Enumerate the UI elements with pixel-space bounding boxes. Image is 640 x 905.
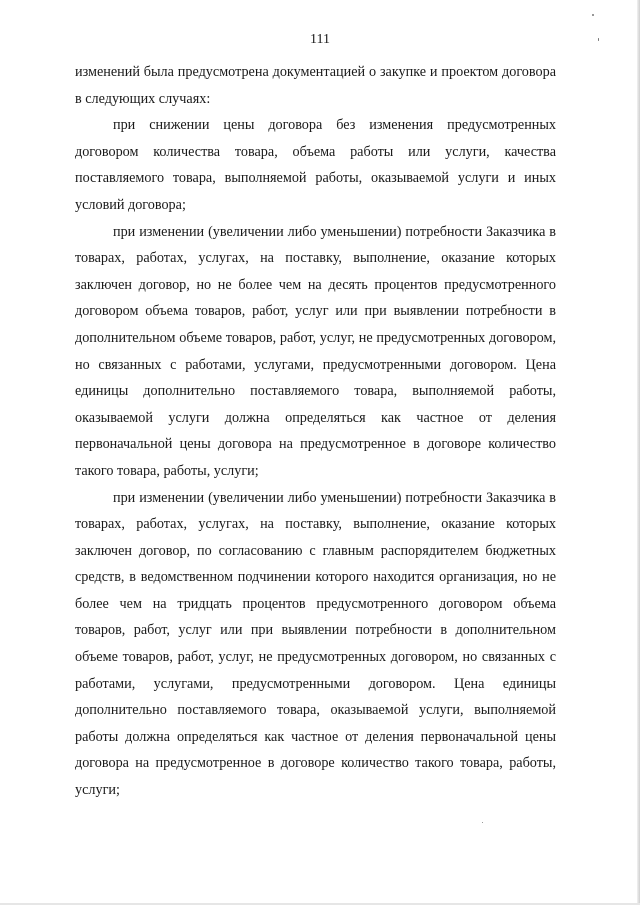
paragraph-price-reduction: при снижении цены договора без изменения предусмотренных договором количества товара, объема работы или услуги, качества поставляемого товара, выполняемой работы, оказываемой услуги и иных условий договора; bbox=[75, 117, 556, 213]
scan-speck bbox=[592, 14, 594, 16]
paragraph-continuation: изменений была предусмотрена документацией о закупке и проектом договора в следующих случаях: bbox=[75, 64, 556, 107]
paragraph-thirty-percent: при изменении (увеличении либо уменьшении) потребности Заказчика в товарах, работах, услугах, на поставку, выполнение, оказание которых заключен договор, по согласованию с главным распорядителем бюджетных средств, в ведомственном подчинении которого находится организация, но не более чем на тридцать процентов предусмотренного договором объема товаров, работ, услуг или при выявлении потребности в дополнительном объеме товаров, работ, услуг, не предусмотренных договором, но связанных с работами, услугами, предусмотренными договором. Цена единицы дополнительно поставляемого товара, оказываемой услуги, выполняемой работы должна определяться как частное от деления первоначальной цены договора на предусмотренное в договоре количество такого товара, работы, услуги; bbox=[75, 489, 556, 799]
page-number: 111 bbox=[310, 32, 330, 47]
paragraph-ten-percent: при изменении (увеличении либо уменьшении) потребности Заказчика в товарах, работах, услугах, на поставку, выполнение, оказание которых заключен договор, но не более чем на десять процентов предусмотренного договором объема товаров, работ, услуг или при выявлении потребности в дополнительном объеме товаров, работ, услуг, не предусмотренных договором, но связанных с работами, услугами, предусмотренными договором. Цена единицы дополнительно поставляемого товара, выполняемой работы, оказываемой услуги должна определяться как частное от деления первоначальной цены договора на предусмотренное в договоре количество такого товара, работы, услуги; bbox=[75, 223, 556, 479]
body-text bbox=[75, 59, 556, 804]
scan-speck bbox=[482, 822, 483, 823]
scan-speck bbox=[598, 38, 599, 41]
